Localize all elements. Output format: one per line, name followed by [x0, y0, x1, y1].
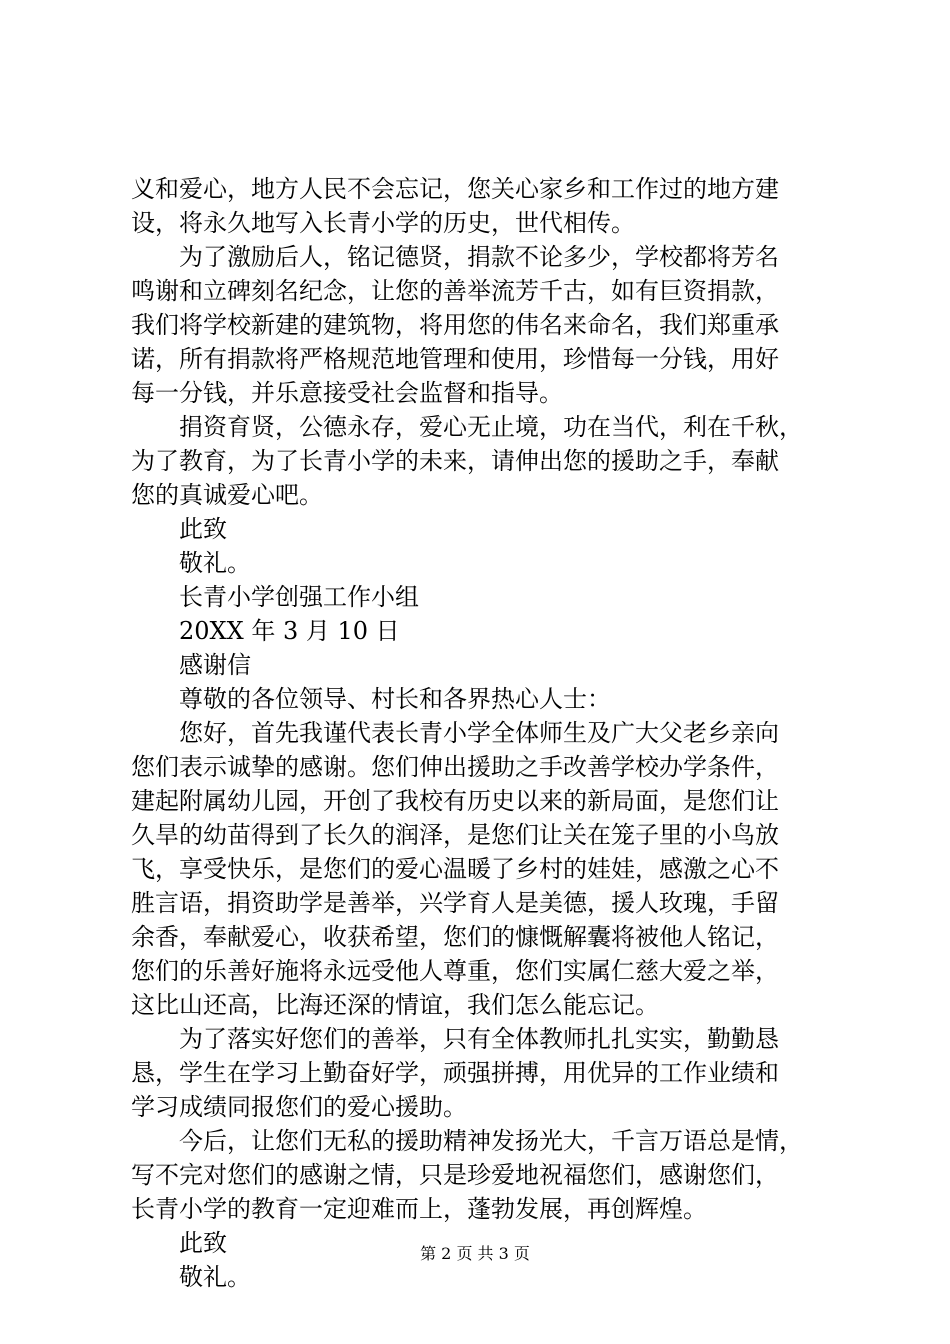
- document-body: [131, 172, 861, 1294]
- text-line: 为了激励后人，铭记德贤，捐款不论多少，学校都将芳名: [179, 243, 779, 271]
- text-line: 设，将永久地写入长青小学的历史，世代相传。: [131, 209, 635, 237]
- text-line: 今后，让您们无私的援助精神发扬光大，千言万语总是情，: [179, 1127, 803, 1155]
- text-line: 尊敬的各位领导、村长和各界热心人士：: [179, 685, 611, 713]
- text-line: 长青小学创强工作小组: [179, 583, 419, 611]
- text-line: 为了落实好您们的善举，只有全体教师扎扎实实，勤勤恳: [179, 1025, 779, 1053]
- text-line: 感谢信: [179, 651, 251, 679]
- text-line: 胜言语，捐资助学是善举，兴学育人是美德，援人玫瑰，手留: [131, 889, 779, 917]
- text-line: 写不完对您们的感谢之情，只是珍爱地祝福您们，感谢您们，: [131, 1161, 779, 1189]
- text-line: 余香，奉献爱心，收获希望，您们的慷慨解囊将被他人铭记，: [131, 923, 779, 951]
- text-line: 为了教育，为了长青小学的未来，请伸出您的援助之手，奉献: [131, 447, 779, 475]
- text-line: 长青小学的教育一定迎难而上，蓬勃发展，再创辉煌。: [131, 1195, 707, 1223]
- text-line: 您好，首先我谨代表长青小学全体师生及广大父老乡亲向: [179, 719, 779, 747]
- text-line: 恳，学生在学习上勤奋好学，顽强拼搏，用优异的工作业绩和: [131, 1059, 779, 1087]
- text-line: 您的真诚爱心吧。: [131, 481, 323, 509]
- text-line: 此致: [179, 515, 227, 543]
- text-line: 每一分钱，并乐意接受社会监督和指导。: [131, 379, 563, 407]
- text-line: 诺，所有捐款将严格规范地管理和使用，珍惜每一分钱，用好: [131, 345, 779, 373]
- text-line: 20XX 年 3 月 10 日: [179, 617, 400, 645]
- text-line: 我们将学校新建的建筑物，将用您的伟名来命名，我们郑重承: [131, 311, 779, 339]
- text-line: 飞，享受快乐，是您们的爱心温暖了乡村的娃娃，感激之心不: [131, 855, 779, 883]
- text-line: 久旱的幼苗得到了长久的润泽，是您们让关在笼子里的小鸟放: [131, 821, 779, 849]
- text-line: 敬礼。: [179, 549, 251, 577]
- text-line: 您们表示诚挚的感谢。您们伸出援助之手改善学校办学条件，: [131, 753, 779, 781]
- text-line: 您们的乐善好施将永远受他人尊重，您们实属仁慈大爱之举，: [131, 957, 779, 985]
- text-line: 学习成绩同报您们的爱心援助。: [131, 1093, 467, 1121]
- text-line: 建起附属幼儿园，开创了我校有历史以来的新局面，是您们让: [131, 787, 779, 815]
- text-line: 这比山还高，比海还深的情谊，我们怎么能忘记。: [131, 991, 659, 1019]
- text-line: 捐资育贤，公德永存，爱心无止境，功在当代，利在千秋，: [179, 413, 803, 441]
- page-footer: 第 2 页 共 3 页: [420, 1244, 530, 1263]
- text-line: 义和爱心，地方人民不会忘记，您关心家乡和工作过的地方建: [131, 175, 779, 203]
- text-line: 鸣谢和立碑刻名纪念，让您的善举流芳千古，如有巨资捐款，: [131, 277, 779, 305]
- text-line: 此致: [179, 1229, 227, 1257]
- text-line: 敬礼。: [179, 1263, 251, 1291]
